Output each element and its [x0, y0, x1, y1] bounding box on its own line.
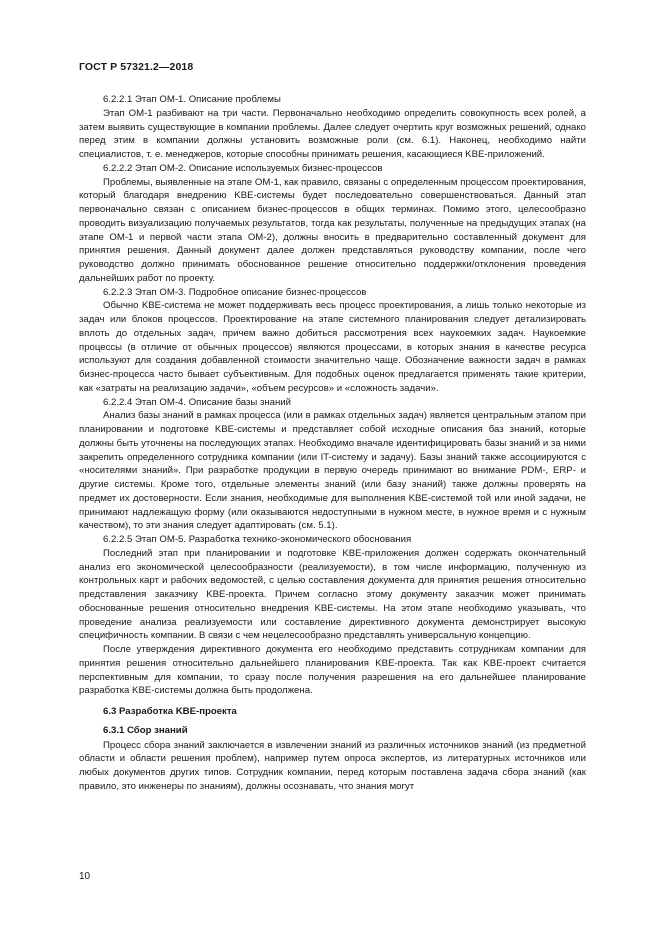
subhead-6-2-2-1: 6.2.2.1 Этап ОМ-1. Описание проблемы: [103, 94, 281, 105]
subhead-6-2-2-5: 6.2.2.5 Этап ОМ-5. Разработка технико-экономического обоснования: [103, 534, 412, 545]
page-header-standard: ГОСТ Р 57321.2—2018: [79, 61, 194, 73]
paragraph-om2: Проблемы, выявленные на этапе ОМ-1, как правило, связаны с определенным процессом проектирования, который благодаря внедрению KBE-системы будет последовательно совершенствоваться. Данный этап первоначально связан с описанием бизнес-процессов в общих терминах. Помимо этого, целесообразно проводить визуализацию получаемых результатов, тогда как результаты, полученные на предыдущих этапах (на этапе ОМ-1 и первой части этапа ОМ-2), должны вносить в предварительно составленный документ для принятия решения. Данный документ далее должен представляться руководству компании, после чего руководство должно принимать обоснованное решение относительно поддержки/отклонения проведения дальнейших работ по проекту.: [79, 176, 586, 284]
document-body: [79, 93, 586, 794]
subsection-heading-6-3-1: 6.3.1 Сбор знаний: [103, 724, 188, 736]
paragraph-om3: Обычно KBE-система не может поддерживать весь процесс проектирования, а лишь только некоторые из задач или блоков процессов. Проектирование на этапе системного планирования следует детализировать вплоть до отдельных задач, причем важно добиться рассмотрения всех наукоемких задач. Наукоемкие процессы (в отличие от обычных процессов) являются процессами, в которых знания в качестве ресурса используют для создания добавленной стоимости значительно чаще. Обозначение важности задач в рамках бизнес-процесса часто бывает субъективным. Для подобных оценок предлагается применять такие критерии, как «затраты на реализацию задачи», «объем ресурсов» и «сложность задачи».: [79, 300, 586, 394]
paragraph-knowledge-collection: Процесс сбора знаний заключается в извлечении знаний из различных источников знаний (из предметной области и области решения проблем), например путем опроса экспертов, из литературных источников или любых документов других типов. Сотрудник компании, перед которым поставлена задача сбора знаний (как правило, это инженеры по знаниям), должны осознавать, что знания могут: [79, 739, 586, 792]
subhead-6-2-2-3: 6.2.2.3 Этап ОМ-3. Подробное описание бизнес-процессов: [103, 286, 367, 298]
subhead-6-2-2-4: 6.2.2.4 Этап ОМ-4. Описание базы знаний: [103, 396, 292, 408]
paragraph-om5: Последний этап при планировании и подготовке KBE-приложения должен содержать окончательный анализ его экономической целесообразности (реализуемости), в том числе информацию, полученную из контрольных карт и рабочих ведомостей, с целью составления документа для принятия решения относительно представления заказчику KBE-проекта. Причем согласно этому документу заказчик может принимать обоснованные решения относительно внедрения KBE-системы. На этом этапе необходимо указывать, что проведение анализа реализуемости или составление директивного документа демонстрирует высокую специфичность компании. В связи с чем нецелесообразно представлять универсальную концепцию.: [79, 547, 586, 642]
paragraph-om4: Анализ базы знаний в рамках процесса (или в рамках отдельных задач) является центральным этапом при планировании и подготовке KBE-системы и представляет собой исходные описания баз знаний, которые должны быть уточнены на последующих этапах. Необходимо вначале идентифицировать базы знаний и за ними закрепить определенного сотрудника компании (или IT-систему и задачу). Базы знаний также ассоциируются с «носителями знаний». При разработке продукции в первую очередь принимают во внимание PDM-, ERP- и другие системы. Кроме того, отдельные элементы знаний (или базу знаний) также должны проверять на предмет их достоверности. Если знания, необходимые для выполнения KBE-системой той или иной задачи, не принимают надлежащую форму (или оказываются недоступными в нужном месте, в нужное время и с нужным качеством), то эти знания следует адаптировать (см. 5.1).: [79, 410, 586, 532]
paragraph-approval: После утверждения директивного документа его необходимо представить сотрудникам компании для принятия решения относительно дальнейшего планирования KBE-проекта. Так как KBE-проект считается перспективным для компании, то сразу после получения разрешения на его дальнейшее планирование разработка KBE-системы должна быть продолжена.: [79, 644, 586, 697]
subhead-6-2-2-2: 6.2.2.2 Этап ОМ-2. Описание используемых бизнес-процессов: [103, 162, 383, 174]
section-heading-6-3: 6.3 Разработка KBE-проекта: [103, 706, 237, 717]
page-number: 10: [79, 871, 91, 882]
paragraph-om1: Этап ОМ-1 разбивают на три части. Первоначально необходимо определить совокупность всех ролей, а затем выявить существующие в компании проблемы. Далее следует очертить круг возможных решений, однако перед этим в компании должны установить возможные роли (см. 6.1). Наконец, необходимо найти специалистов, т. е. менеджеров, которые способны принимать решения, касающиеся KBE-приложений.: [79, 107, 586, 160]
